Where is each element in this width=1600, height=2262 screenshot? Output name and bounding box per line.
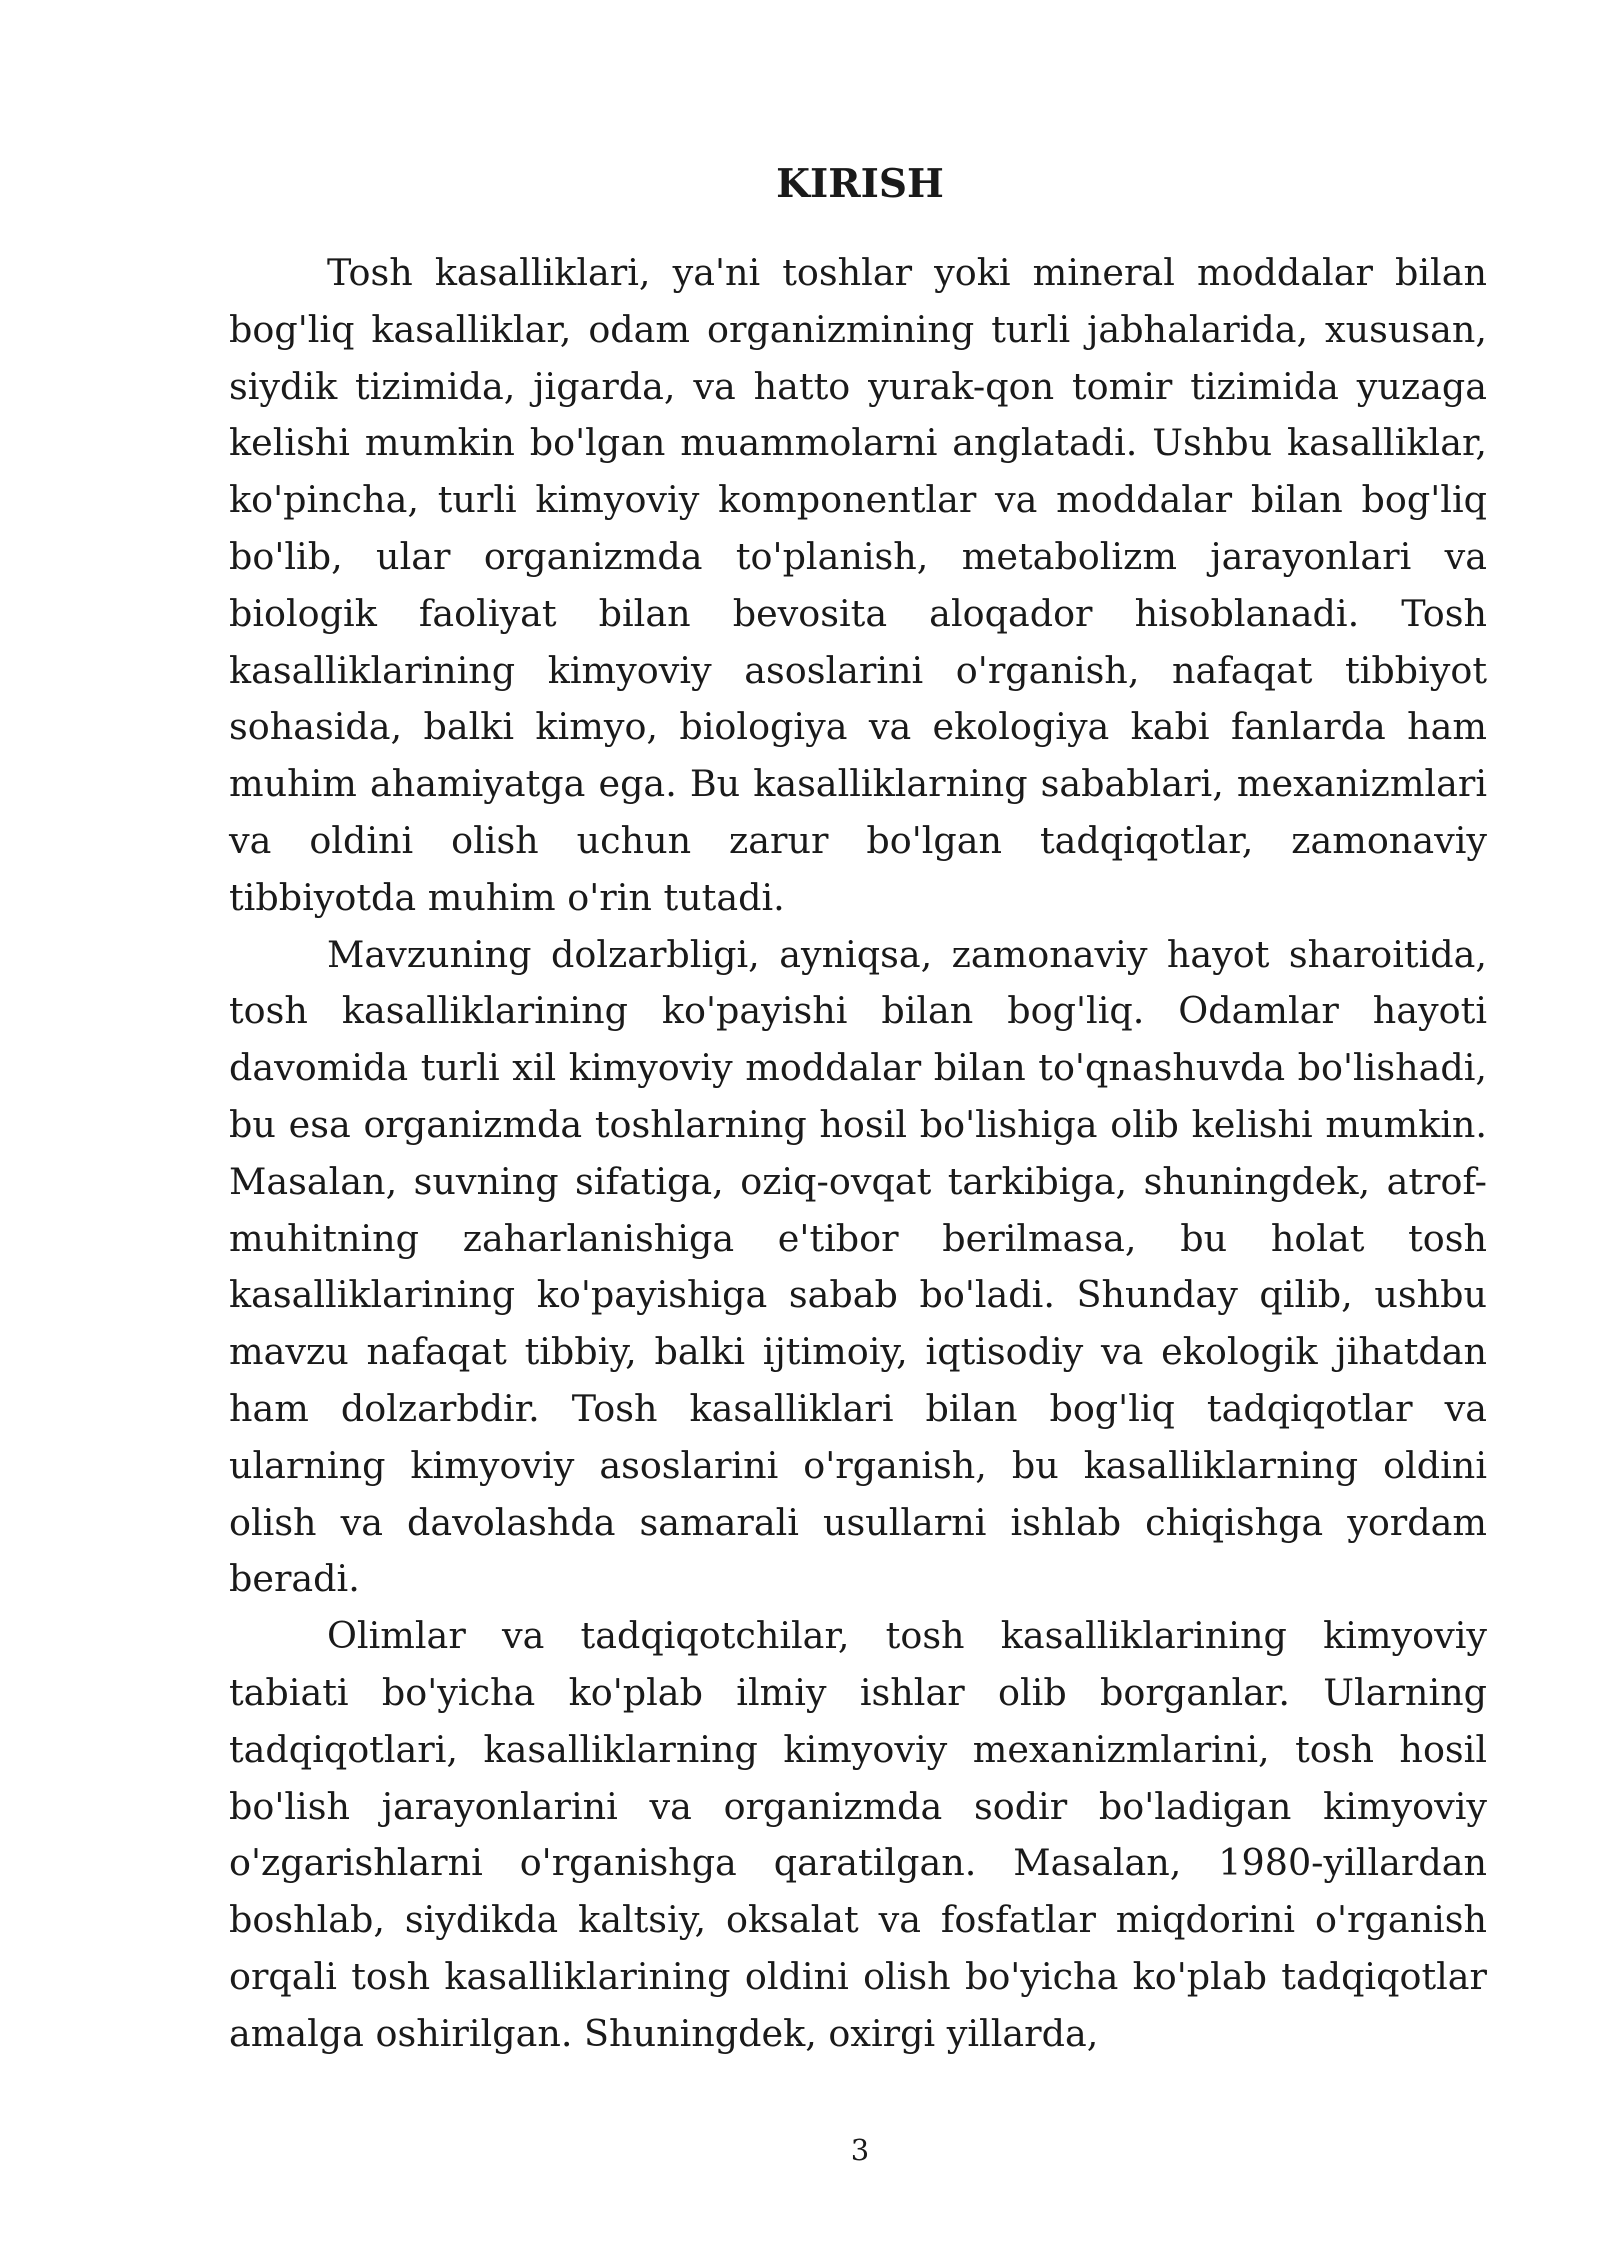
paragraph-1: Tosh kasalliklari, ya'ni toshlar yoki mineral moddalar bilan bog'liq kasalliklar, odam organizmining turli jabhalarida, xususan, siydik tizimida, jigarda, va hatto yurak-qon tomir tizimida yuzaga kelishi mumkin bo'lgan muammolarni anglatadi. Ushbu kasalliklar, ko'pincha, turli kimyoviy komponentlar va moddalar bilan bog'liq bo'lib, ular organizmda to'planish, metabolizm jarayonlari va biologik faoliyat bilan bevosita aloqador hisoblanadi. Tosh kasalliklarining kimyoviy asoslarini o'rganish, nafaqat tibbiyot sohasida, balki kimyo, biologiya va ekologiya kabi fanlarda ham muhim ahamiyatga ega. Bu kasalliklarning sabablari, mexanizmlari va oldini olish uchun zarur bo'lgan tadqiqotlar, zamonaviy tibbiyotda muhim o'rin tutadi.	[229, 251, 1487, 919]
paragraph-2: Mavzuning dolzarbligi, ayniqsa, zamonaviy hayot sharoitida, tosh kasalliklarining ko'payishi bilan bog'liq. Odamlar hayoti davomida turli xil kimyoviy moddalar bilan to'qnashuvda bo'lishadi, bu esa organizmda toshlarning hosil bo'lishiga olib kelishi mumkin. Masalan, suvning sifatiga, oziq-ovqat tarkibiga, shuningdek, atrof-muhitning zaharlanishiga e'tibor berilmasa, bu holat tosh kasalliklarining ko'payishiga sabab bo'ladi. Shunday qilib, ushbu mavzu nafaqat tibbiy, balki ijtimoiy, iqtisodiy va ekologik jihatdan ham dolzarbdir. Tosh kasalliklari bilan bog'liq tadqiqotlar va ularning kimyoviy asoslarini o'rganish, bu kasalliklarning oldini olish va davolashda samarali usullarni ishlab chiqishga yordam beradi.	[229, 932, 1487, 1601]
body-text	[229, 245, 1487, 2063]
page-number: 3	[850, 2133, 870, 2167]
page-heading: KIRISH	[776, 161, 944, 207]
paragraph-3: Olimlar va tadqiqotchilar, tosh kasalliklarining kimyoviy tabiati bo'yicha ko'plab ilmiy ishlar olib borganlar. Ularning tadqiqotlari, kasalliklarning kimyoviy mexanizmlarini, tosh hosil bo'lish jarayonlarini va organizmda sodir bo'ladigan kimyoviy o'zgarishlarni o'rganishga qaratilgan. Masalan, 1980-yillardan boshlab, siydikda kaltsiy, oksalat va fosfatlar miqdorini o'rganish orqali tosh kasalliklarining oldini olish bo'yicha ko'plab tadqiqotlar amalga oshirilgan. Shuningdek, oxirgi yillarda,	[229, 1614, 1487, 2055]
